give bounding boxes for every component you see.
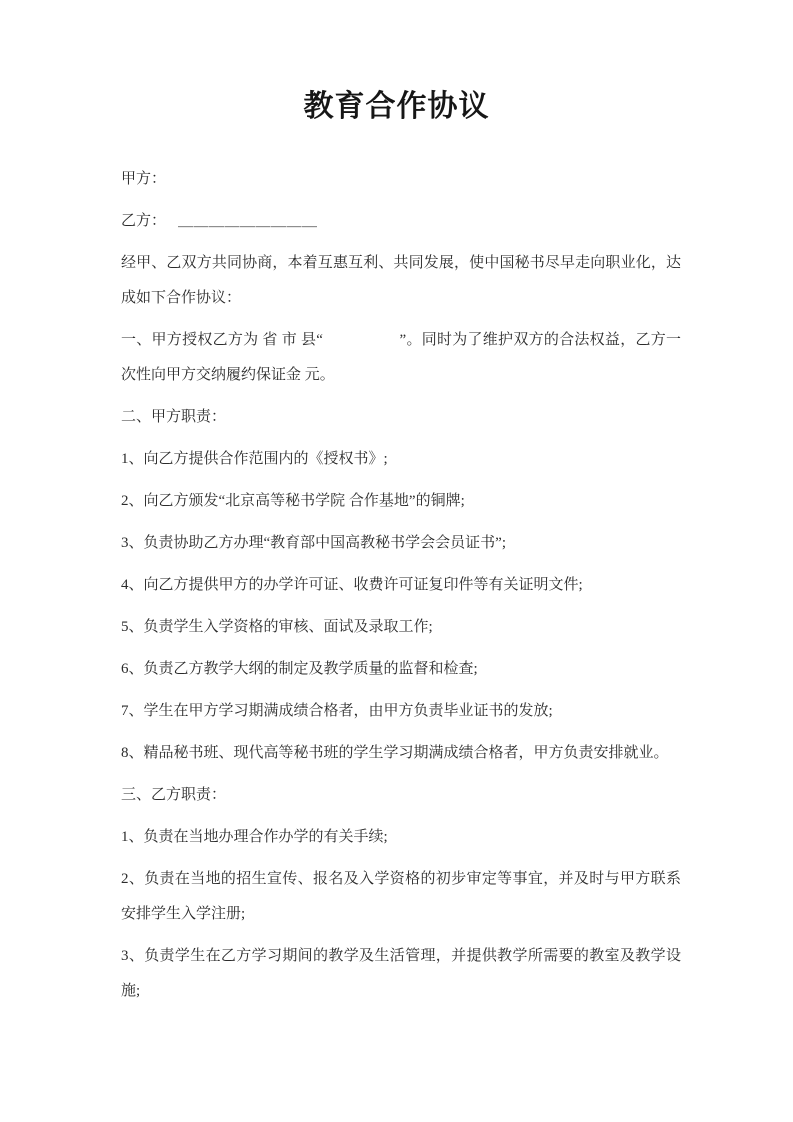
party-a-duty-4: 4、向乙方提供甲方的办学许可证、收费许可证复印件等有关证明文件; xyxy=(121,577,583,593)
party-a-label: 甲方： xyxy=(121,171,167,187)
document-title: 教育合作协议 xyxy=(303,90,490,123)
party-a-duty-2: 2、向乙方颁发“北京高等秘书学院 合作基地”的铜牌; xyxy=(121,493,465,509)
section-party-a-heading: 二、甲方职责： xyxy=(121,409,227,425)
party-b-duty-1: 1、负责在当地办理合作办学的有关手续; xyxy=(121,829,388,845)
party-b-label: 乙方： xyxy=(121,213,167,229)
party-b-duty-2: 2、负责在当地的招生宣传、报名及入学资格的初步审定等事宜，并及时与甲方联系安排学生入学注册; xyxy=(121,871,681,922)
intro-paragraph: 经甲、乙双方共同协商，本着互惠互利、共同发展，使中国秘书尽早走向职业化，达成如下合作协议： xyxy=(121,255,681,306)
party-a-duty-5: 5、负责学生入学资格的审核、面试及录取工作; xyxy=(121,619,433,635)
party-a-duty-3: 3、负责协助乙方办理“教育部中国高教秘书学会会员证书”; xyxy=(121,535,506,551)
party-a-duty-7: 7、学生在甲方学习期满成绩合格者，由甲方负责毕业证书的发放; xyxy=(121,703,553,719)
party-b-duty-3: 3、负责学生在乙方学习期间的教学及生活管理，并提供教学所需要的教室及教学设施; xyxy=(121,948,681,999)
party-b-blank-underline: ＿＿＿＿＿＿＿＿＿ xyxy=(178,213,318,229)
party-b-line xyxy=(121,204,681,239)
section-party-b-heading: 三、乙方职责： xyxy=(121,787,227,803)
party-a-duty-1: 1、向乙方提供合作范围内的《授权书》; xyxy=(121,451,388,467)
party-a-duty-6: 6、负责乙方教学大纲的制定及教学质量的监督和检查; xyxy=(121,661,478,677)
party-a-duty-8: 8、精品秘书班、现代高等秘书班的学生学习期满成绩合格者，甲方负责安排就业。 xyxy=(121,745,669,761)
party-a-line xyxy=(121,162,681,197)
clause-authorization: 一、甲方授权乙方为 省 市 县“ ”。同时为了维护双方的合法权益，乙方一次性向甲方交纳履约保证金 元。 xyxy=(121,332,681,383)
